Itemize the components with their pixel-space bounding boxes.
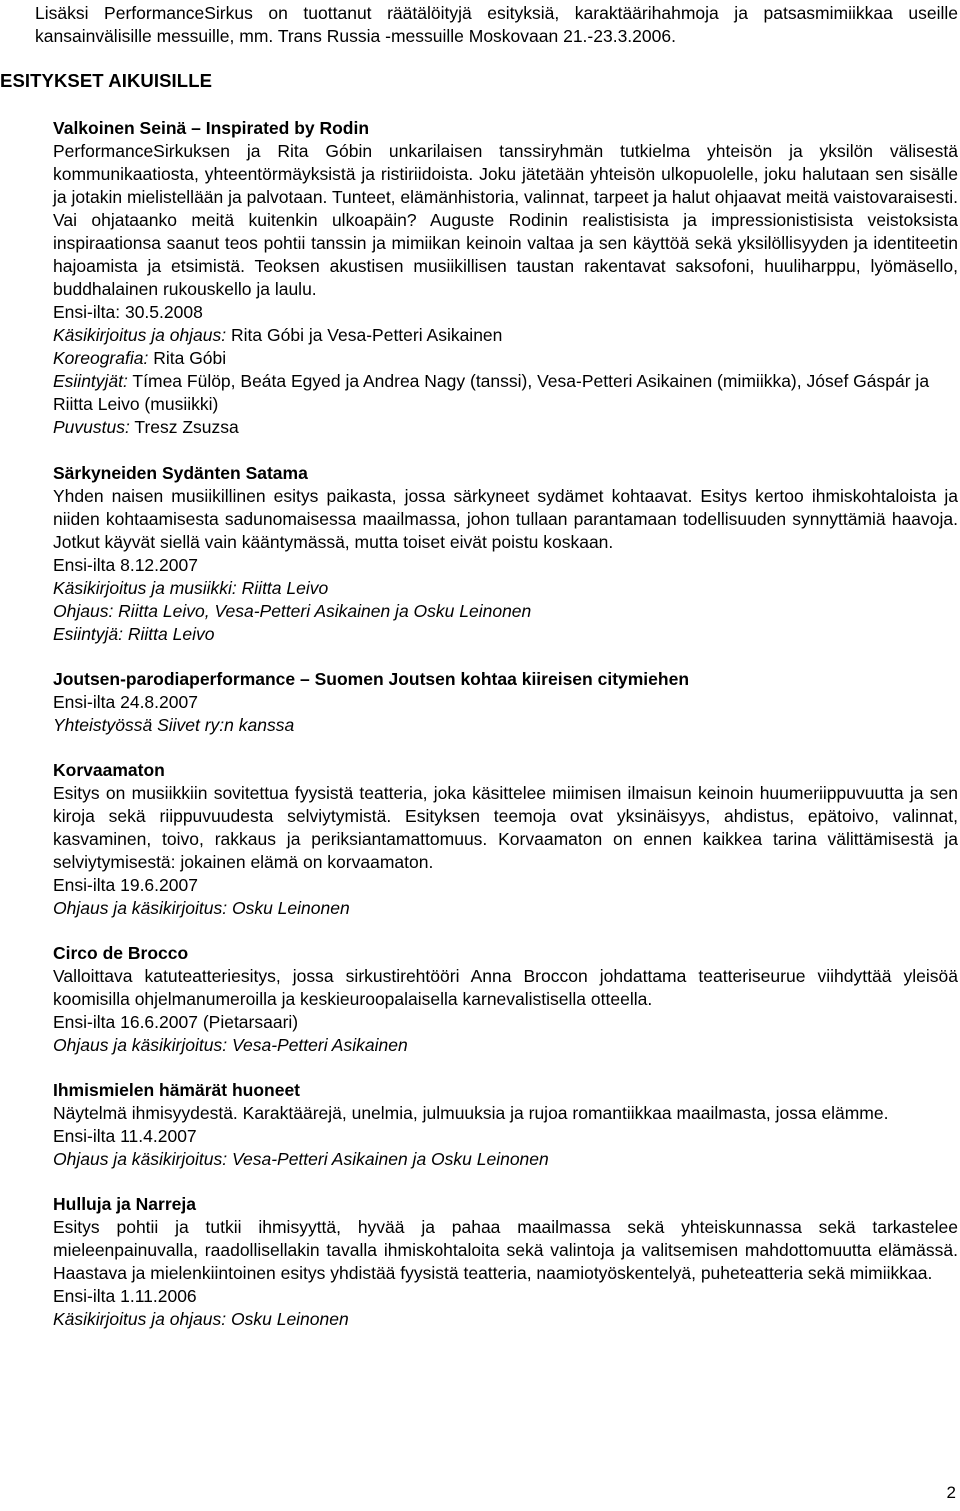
premiere-date: Ensi-ilta: 30.5.2008 <box>53 302 203 322</box>
premiere-date: Ensi-ilta 16.6.2007 (Pietarsaari) <box>53 1012 299 1032</box>
performance-title: Korvaamaton <box>53 760 165 780</box>
credit-label: Ohjaus ja käsikirjoitus: Osku Leinonen <box>53 898 350 918</box>
credit-label: Käsikirjoitus ja ohjaus: <box>53 325 227 345</box>
credit-label: Käsikirjoitus ja musiikki: Riitta Leivo <box>53 578 329 598</box>
page-number: 2 <box>946 1483 956 1502</box>
credit-label: Yhteistyössä Siivet ry:n kanssa <box>53 715 295 735</box>
credit-label: Puvustus: <box>53 417 130 437</box>
credit-label: Käsikirjoitus ja ohjaus: Osku Leinonen <box>53 1309 349 1329</box>
performance-entry <box>53 1193 958 1331</box>
premiere-date: Ensi-ilta 24.8.2007 <box>53 692 198 712</box>
performance-entry <box>53 462 958 646</box>
credit-label: Ohjaus ja käsikirjoitus: Vesa-Petteri Asikainen ja Osku Leinonen <box>53 1149 549 1169</box>
credit-value: Tímea Fülöp, Beáta Egyed ja Andrea Nagy (tanssi), Vesa-Petteri Asikainen (mimiikka), Jósef Gáspár ja Riitta Leivo (musiikki) <box>53 371 930 414</box>
credit-line <box>53 1034 958 1057</box>
performance-title: Hulluja ja Narreja <box>53 1194 196 1214</box>
performance-description: Valloittava katuteatteriesitys, jossa sirkustirehtööri Anna Broccon johdattama teatteriseurue viihdyttää yleisöä koomisilla ohjelmanumeroilla ja keskieuroopalaisella karnevalistisella otteella. <box>53 966 958 1009</box>
credit-label: Esiintyjät: <box>53 371 128 391</box>
premiere-date: Ensi-ilta 11.4.2007 <box>53 1126 197 1146</box>
credit-label: Ohjaus: Riitta Leivo, Vesa-Petteri Asikainen ja Osku Leinonen <box>53 601 532 621</box>
performance-title: Valkoinen Seinä – Inspirated by Rodin <box>53 118 370 138</box>
credit-line <box>53 600 958 623</box>
credit-label: Ohjaus ja käsikirjoitus: Vesa-Petteri Asikainen <box>53 1035 408 1055</box>
credit-value: Rita Góbi <box>148 348 227 368</box>
credit-line <box>53 577 958 600</box>
performance-description: Esitys pohtii ja tutkii ihmisyyttä, hyvää ja pahaa maailmassa sekä yhteiskunnassa sekä tarkastelee mieleenpainuvalla, raadollisellakin tavalla ihmiskohtaloita sekä valintoja ja valitsemisen mahdottomuutta elämässä. Haastava ja mielenkiintoinen esitys yhdistää fyysistä teatteria, naamiotyöskentelyä, puheteatteria sekä mimiikkaa. <box>53 1217 958 1283</box>
performance-entry <box>53 117 958 439</box>
premiere-date: Ensi-ilta 8.12.2007 <box>53 555 198 575</box>
credit-line <box>53 347 958 370</box>
performance-title: Ihmismielen hämärät huoneet <box>53 1080 301 1100</box>
performance-title: Circo de Brocco <box>53 943 189 963</box>
credit-label: Esiintyjä: Riitta Leivo <box>53 624 215 644</box>
performance-entry <box>53 942 958 1057</box>
credit-line <box>53 416 958 439</box>
credit-line <box>53 370 958 416</box>
premiere-date: Ensi-ilta 19.6.2007 <box>53 875 198 895</box>
credit-label: Koreografia: <box>53 348 149 368</box>
section-heading: ESITYKSET AIKUISILLE <box>0 70 213 91</box>
credit-line <box>53 897 958 920</box>
credit-value: Rita Góbi ja Vesa-Petteri Asikainen <box>226 325 503 345</box>
performance-entry <box>53 759 958 920</box>
performance-entry <box>53 1079 958 1171</box>
performance-entry <box>53 668 958 737</box>
performance-title: Joutsen-parodiaperformance – Suomen Joutsen kohtaa kiireisen citymiehen <box>53 669 690 689</box>
credit-line <box>53 1308 958 1331</box>
premiere-date: Ensi-ilta 1.11.2006 <box>53 1286 197 1306</box>
credit-line <box>53 324 958 347</box>
credit-line <box>53 623 958 646</box>
credit-line <box>53 714 958 737</box>
credit-line <box>53 1148 958 1171</box>
performance-description: PerformanceSirkuksen ja Rita Góbin unkarilaisen tanssiryhmän tutkielma yhteisön ja yksilön välisestä kommunikaatiosta, yhteentörmäyksistä ja ristiriidoista. Joku jätetään yhteisön ulkopuolelle, joku halutaan sen sisälle ja jotakin mielistellään ja palvotaan. Tunteet, elämänhistoria, valinnat, tarpeet ja halut ohjaavat meitä vaistovaraisesti. Vai ohjataanko meitä kuitenkin ulkoapäin? Auguste Rodinin realistisista ja impressionistisista veistoksista inspiraationsa saanut teos pohtii tanssin ja mimiikan keinoin valtaa ja sen käyttöä sekä yksilöllisyyden ja identiteetin hajoamista ja etsimistä. Teoksen akustisen musiikillisen taustan rakentavat saksofoni, huuliharppu, lyömäsello, buddhalainen rukouskello ja laulu. <box>53 141 958 299</box>
performance-description: Näytelmä ihmisyydestä. Karaktäärejä, unelmia, julmuuksia ja rujoa romantiikkaa maailmasta, jossa elämme. <box>53 1103 889 1123</box>
performance-list <box>53 117 958 1353</box>
intro-paragraph: Lisäksi PerformanceSirkus on tuottanut räätälöityjä esityksiä, karaktäärihahmoja ja patsasmimiikkaa useille kansainvälisille messuille, mm. Trans Russia -messuille Moskovaan 21.-23.3.2006. <box>35 3 958 46</box>
performance-description: Esitys on musiikkiin sovitettua fyysistä teatteria, joka käsittelee miimisen ilmaisun keinoin huumeriippuvuutta ja sen kiroja sekä riippuvuudesta selviytymistä. Esityksen teemoja ovat yksinäisyys, ahdistus, epätoivo, valinnat, kasvaminen, toivo, rakkaus ja periksiantamattomuus. Korvaamaton on ennen kaikkea tarina välittämisestä ja selviytymisestä: jokainen elämä on korvaamaton. <box>53 783 958 872</box>
performance-title: Särkyneiden Sydänten Satama <box>53 463 308 483</box>
credit-value: Tresz Zsuzsa <box>129 417 239 437</box>
performance-description: Yhden naisen musiikillinen esitys paikasta, jossa särkyneet sydämet kohtaavat. Esitys kertoo ihmiskohtaloista ja niiden kohtaamisesta sadunomaisessa maailmassa, johon tullaan parantamaan todellisuuden synnyttämiä haavoja. Jotkut käyvät siellä vain kääntymässä, mutta toiset eivät poistu koskaan. <box>53 486 958 552</box>
